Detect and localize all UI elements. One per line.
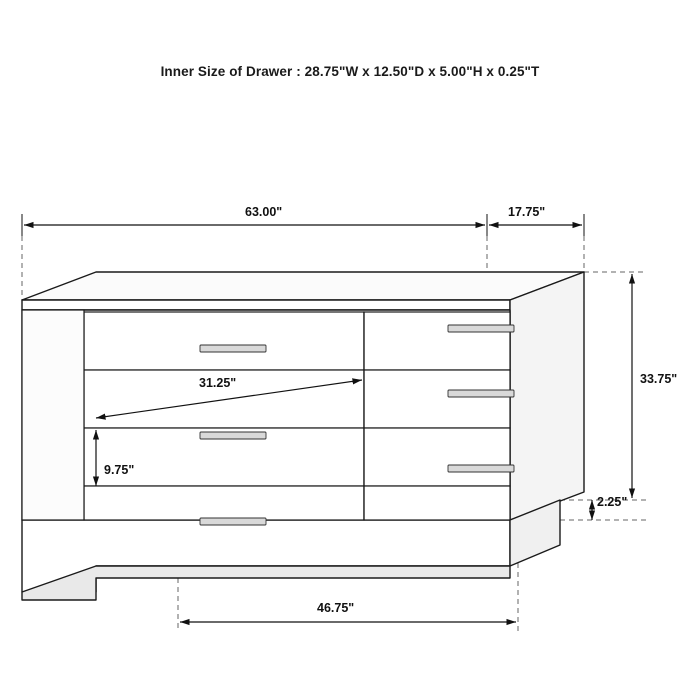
dim-label-base-width: 46.75" — [317, 601, 355, 615]
dresser-base-bottom — [22, 566, 510, 600]
drawer-front-top-left — [84, 312, 364, 370]
handle-bot-right — [448, 465, 514, 472]
page-title: Inner Size of Drawer : 28.75"W x 12.50"D x 5.00"H x 0.25"T — [160, 64, 540, 79]
drawer-front-base-left — [84, 486, 364, 520]
drawer-front-mid-right — [364, 370, 510, 428]
dim-label-base-height: 2.25" — [597, 495, 628, 509]
drawer-front-base-right — [364, 486, 510, 520]
handle-top-right — [448, 325, 514, 332]
dim-label-top-depth: 17.75" — [508, 205, 546, 219]
drawer-fronts — [22, 310, 510, 520]
dim-label-drawer-width: 31.25" — [199, 376, 237, 390]
handle-bot-left — [200, 518, 266, 525]
handle-mid-left — [200, 432, 266, 439]
dim-label-drawer-height: 9.75" — [104, 463, 135, 477]
dresser-top-surface — [22, 272, 584, 300]
handle-top-left — [200, 345, 266, 352]
dresser-top-edge — [22, 300, 510, 310]
dim-label-overall-height: 33.75" — [640, 372, 678, 386]
dresser-side-panel — [510, 272, 584, 520]
handle-mid-right — [448, 390, 514, 397]
dim-label-top-width: 63.00" — [245, 205, 283, 219]
carcass-left-stile — [22, 310, 84, 520]
drawer-front-top-right — [364, 312, 510, 370]
drawer-front-bot-right — [364, 428, 510, 486]
